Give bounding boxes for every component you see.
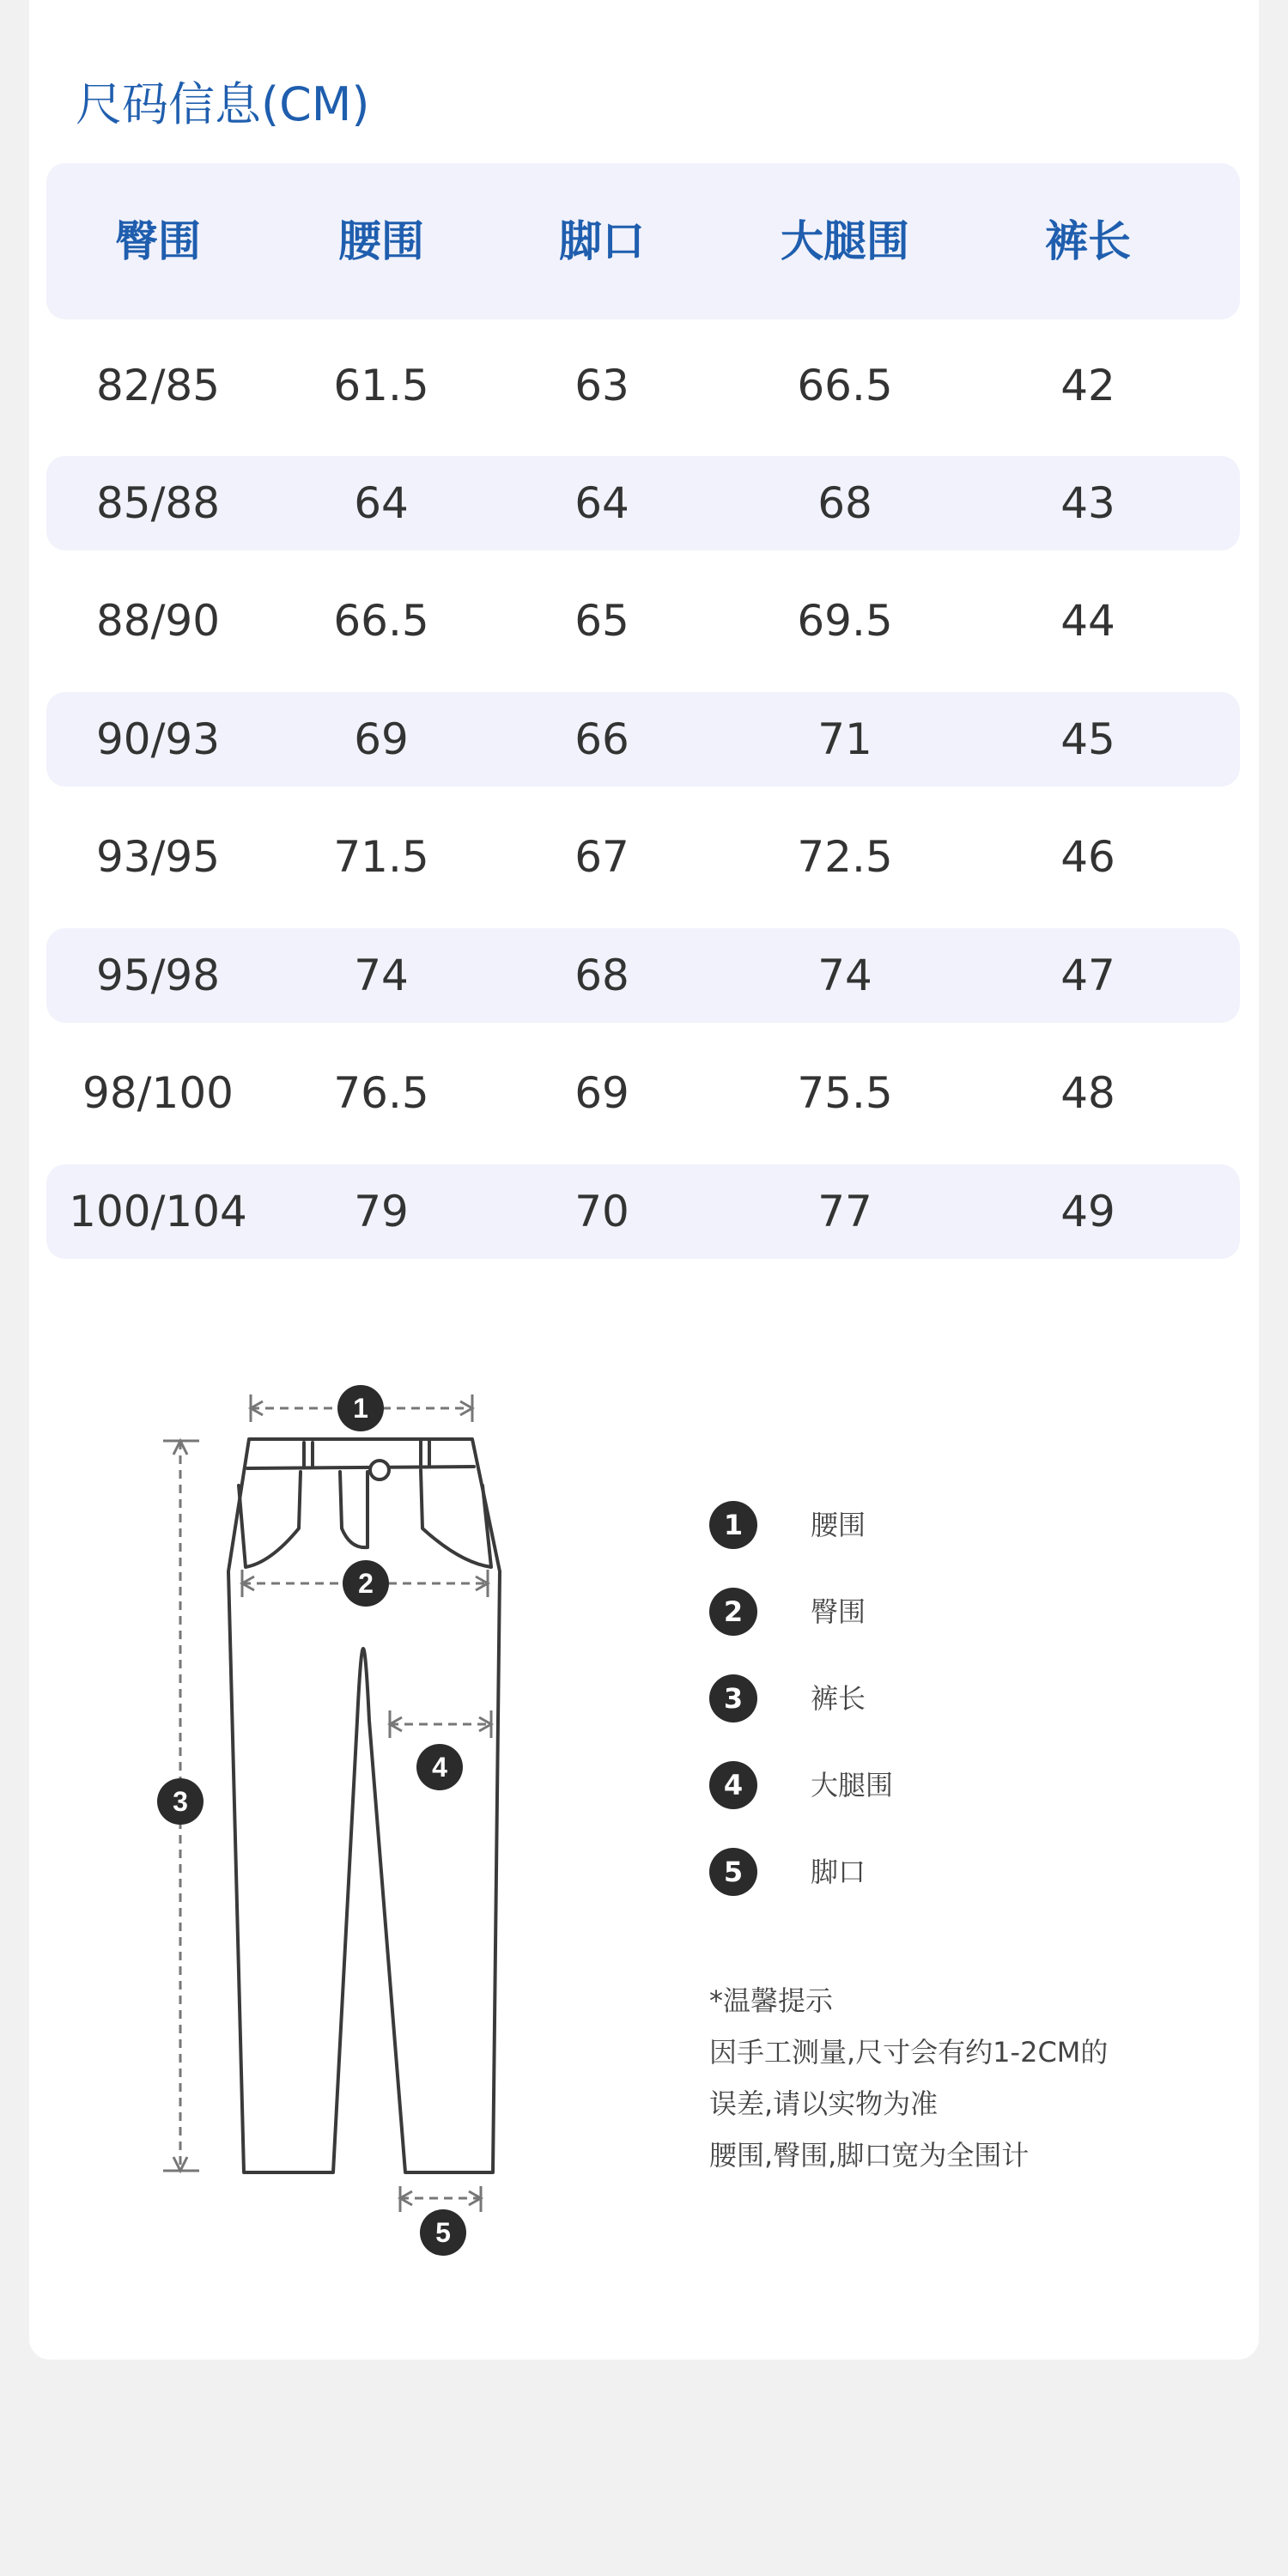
cell-hip: 100/104 — [69, 1187, 247, 1236]
cell-length: 49 — [1060, 1187, 1115, 1236]
table-row — [46, 338, 1240, 433]
cell-waist: 69 — [354, 714, 409, 764]
legend-number-badge: 1 — [709, 1501, 757, 1549]
table-row — [46, 574, 1240, 668]
legend-label: 裤长 — [811, 1682, 866, 1715]
marker-4 — [416, 1744, 463, 1790]
header-hip: 臀围 — [115, 216, 201, 266]
cell-leg-opening: 63 — [574, 361, 629, 410]
page-title: 尺码信息(CM) — [76, 77, 370, 131]
cell-length: 42 — [1060, 361, 1115, 410]
pants-measurement-diagram — [146, 1365, 524, 2267]
table-row — [46, 810, 1240, 904]
svg-text:2: 2 — [358, 1568, 374, 1599]
cell-hip: 93/95 — [95, 832, 221, 882]
cell-length: 46 — [1060, 832, 1115, 882]
marker-5 — [420, 2209, 466, 2256]
table-row — [46, 456, 1240, 550]
cell-hip: 88/90 — [95, 596, 221, 646]
cell-waist: 76.5 — [333, 1068, 429, 1118]
cell-hip: 90/93 — [95, 714, 221, 764]
legend-item-leg-opening — [709, 1848, 1139, 1896]
legend-label: 腰围 — [811, 1509, 866, 1541]
header-thigh: 大腿围 — [781, 216, 909, 266]
svg-text:5: 5 — [435, 2217, 451, 2248]
cell-leg-opening: 64 — [574, 478, 629, 528]
tips-line: 腰围,臀围,脚口宽为全围计 — [709, 2139, 1030, 2172]
svg-text:3: 3 — [173, 1786, 188, 1817]
cell-hip: 98/100 — [82, 1068, 234, 1118]
cell-leg-opening: 66 — [574, 714, 629, 764]
cell-leg-opening: 70 — [574, 1187, 629, 1236]
legend-item-waist — [709, 1501, 1139, 1549]
legend-number-badge: 2 — [709, 1588, 757, 1636]
header-leg-opening: 脚口 — [559, 216, 645, 266]
pants-outline-icon — [228, 1439, 500, 2172]
table-row — [46, 928, 1240, 1023]
table-row — [46, 692, 1240, 787]
legend-item-length — [709, 1674, 1139, 1722]
table-header — [46, 163, 1240, 319]
cell-thigh: 75.5 — [797, 1068, 893, 1118]
cell-length: 47 — [1060, 951, 1115, 1000]
cell-thigh: 77 — [817, 1187, 872, 1236]
cell-thigh: 74 — [817, 951, 872, 1000]
legend-number-badge: 4 — [709, 1761, 757, 1809]
tips-line: 误差,请以实物为准 — [709, 2087, 939, 2120]
legend-item-hip — [709, 1588, 1139, 1636]
legend-item-thigh — [709, 1761, 1139, 1809]
tips-line: 因手工测量,尺寸会有约1-2CM的 — [709, 2036, 1109, 2069]
cell-hip: 95/98 — [95, 951, 221, 1000]
cell-length: 48 — [1060, 1068, 1115, 1118]
marker-2 — [343, 1560, 389, 1607]
cell-waist: 74 — [354, 951, 409, 1000]
legend-label: 脚口 — [811, 1856, 866, 1888]
cell-length: 43 — [1060, 478, 1115, 528]
table-row — [46, 1164, 1240, 1259]
svg-text:1: 1 — [353, 1393, 368, 1424]
legend-number-badge: 3 — [709, 1674, 757, 1722]
cell-waist: 64 — [354, 478, 409, 528]
cell-waist: 79 — [354, 1187, 409, 1236]
svg-text:4: 4 — [432, 1752, 447, 1783]
cell-leg-opening: 65 — [574, 596, 629, 646]
cell-waist: 71.5 — [333, 832, 429, 882]
tips-note — [709, 1975, 1224, 2181]
marker-1 — [337, 1385, 384, 1431]
cell-leg-opening: 69 — [574, 1068, 629, 1118]
cell-thigh: 71 — [817, 714, 872, 764]
cell-waist: 66.5 — [333, 596, 429, 646]
legend-number-badge: 5 — [709, 1848, 757, 1896]
table-row — [46, 1046, 1240, 1140]
cell-thigh: 69.5 — [797, 596, 893, 646]
cell-thigh: 66.5 — [797, 361, 893, 410]
legend-label: 臀围 — [811, 1595, 866, 1628]
header-waist: 腰围 — [338, 216, 424, 266]
button-icon — [370, 1461, 389, 1479]
cell-waist: 61.5 — [333, 361, 429, 410]
cell-hip: 82/85 — [95, 361, 221, 410]
cell-length: 45 — [1060, 714, 1115, 764]
cell-hip: 85/88 — [95, 478, 221, 528]
tips-title: *温馨提示 — [709, 1984, 834, 2017]
header-length: 裤长 — [1045, 216, 1131, 266]
marker-3 — [157, 1778, 204, 1825]
legend-label: 大腿围 — [811, 1769, 894, 1801]
cell-thigh: 72.5 — [797, 832, 893, 882]
cell-thigh: 68 — [817, 478, 872, 528]
cell-leg-opening: 68 — [574, 951, 629, 1000]
cell-length: 44 — [1060, 596, 1115, 646]
cell-leg-opening: 67 — [574, 832, 629, 882]
